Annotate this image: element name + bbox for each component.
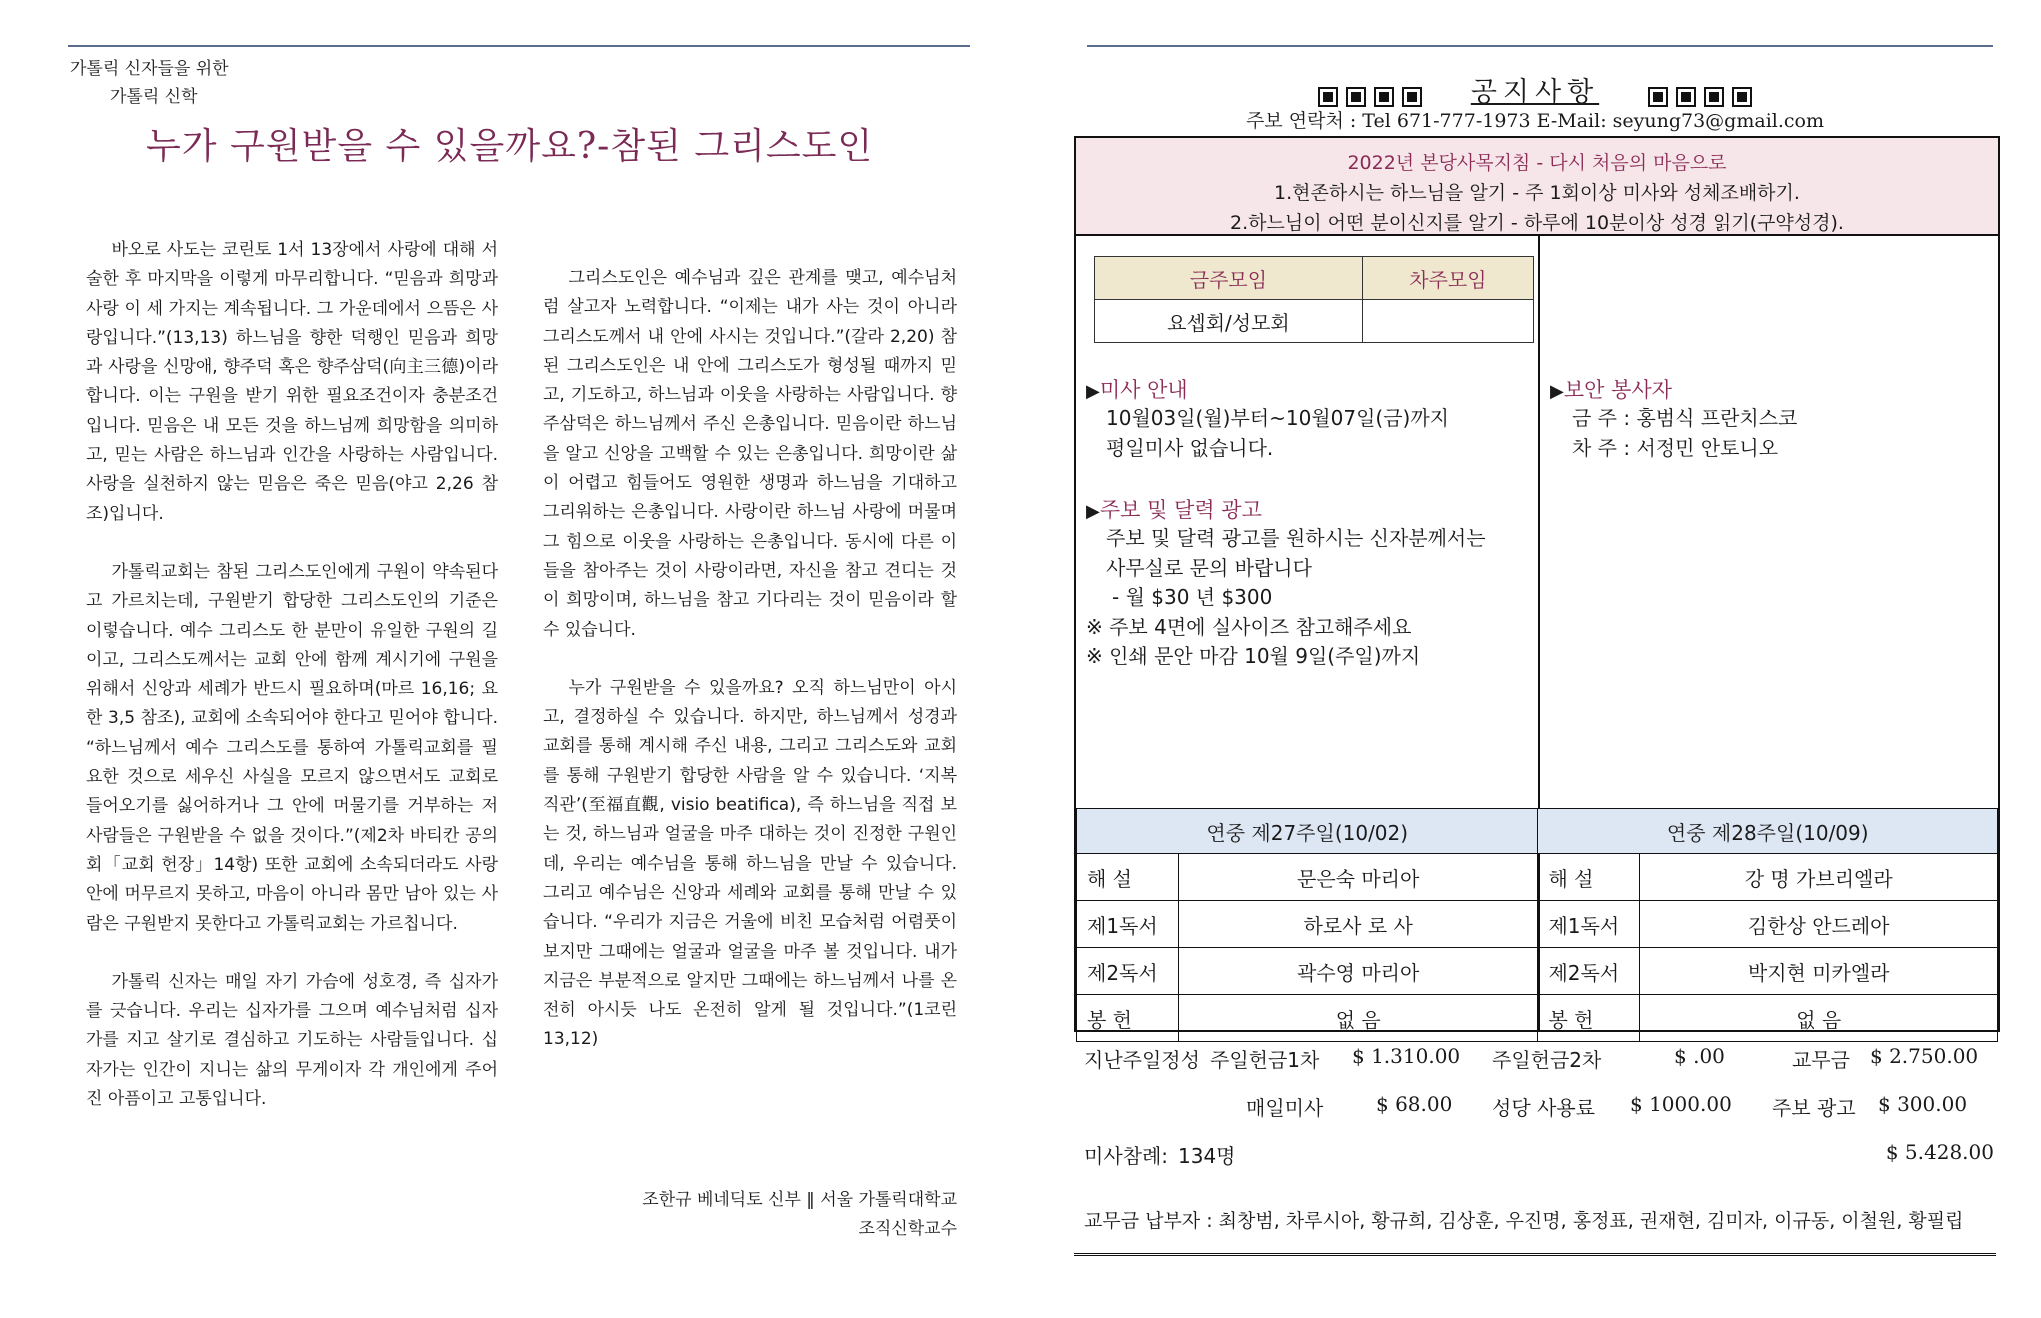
mass-line: 10월03일(월)부터~10월07일(금)까지 — [1106, 406, 1449, 430]
finance-total: $ 5.428.00 — [1885, 1140, 1994, 1164]
ads-line: - 월 $30 년 $300 — [1112, 585, 1273, 609]
motto-line-2: 2.하느님이 어떤 분이신지를 알기 - 하루에 10분이상 성경 읽기(구약성경). — [1230, 212, 1844, 234]
bottom-rule — [1074, 1253, 1996, 1256]
notice-header — [1074, 70, 1996, 109]
article-paragraph: 누가 구원받을 수 있을까요? 오직 하느님만이 아시고, 결정하실 수 있습니다. 하지만, 하느님께서 성경과 교회를 통해 계시해 주신 내용, 그리고 그리스도와 교회를 통해 구원받기 합당한 사람을 알 수 있습니다. ‘지복직관’(至福直觀, visio beatifica), 즉 하느님을 직접 보는 것, 하느님과 얼굴을 마주 대하는 것이 진정한 구원인데, 우리는 예수님을 통해 하느님을 만날 수 있습니다. 그리고 예수님은 신앙과 세례와 교회를 통해 만날 수 있습니다. “우리가 지금은 거울에 비친 모습처럼 어렴풋이 보지만 그때에는 얼굴과 얼굴을 마주 볼 것입니다. 내가 지금은 부분적으로 알지만 그때에는 하느님께서 나를 온전히 아시듯 나도 온전히 알게 될 것입니다.”(1코린 13,12) — [543, 677, 957, 1050]
triangle-right-icon: ▶ — [1550, 381, 1564, 402]
security-next-label: 차 주 — [1572, 435, 1617, 460]
security-volunteers — [1572, 404, 1797, 463]
notice-title: 공지사항 — [1470, 77, 1600, 108]
security-this-label: 금 주 — [1572, 406, 1617, 430]
attendance-value: 134명 — [1178, 1144, 1236, 1168]
motto-title: 2022년 본당사목지침 - 다시 처음의 마음으로 — [1347, 152, 1727, 174]
donors-list: 최창범, 차루시아, 황규희, 김상훈, 우진명, 홍정표, 권재현, 김미자, 이규동, 이철원, 황필립 — [1218, 1210, 1964, 1232]
square-icon — [1346, 87, 1366, 107]
finance-label: 지난주일정성 — [1084, 1048, 1200, 1072]
right-top-rule — [1087, 45, 1993, 47]
square-icon — [1402, 87, 1422, 107]
roster-role: 봉 헌 — [1538, 995, 1640, 1042]
roster-name: 문은숙 마리아 — [1178, 854, 1538, 901]
liturgy-roster — [1076, 808, 1998, 1042]
square-icon — [1732, 87, 1752, 107]
article-paragraph: 가톨릭 신자는 매일 자기 가슴에 성호경, 즉 십자가를 긋습니다. 우리는 십자가를 그으며 예수님처럼 십자가를 지고 살기로 결심하고 기도하는 사람들입니다. 십자가는 인간이 지니는 삶의 무게이자 각 개인에게 주어진 아픔이고 고통입니다. — [86, 971, 498, 1110]
table-row — [1077, 854, 1998, 901]
donors-row — [1084, 1206, 1994, 1233]
square-icon — [1318, 87, 1338, 107]
table-row — [1077, 948, 1998, 995]
daily-missal-value: $ 68.00 — [1376, 1092, 1453, 1116]
parish-motto — [1076, 138, 1998, 236]
mass-line: 평일미사 없습니다. — [1106, 435, 1274, 460]
roster-role: 해 설 — [1077, 854, 1179, 901]
triangle-right-icon: ▶ — [1086, 501, 1100, 522]
attendance-label: 미사참례: — [1084, 1144, 1169, 1168]
left-top-rule — [68, 45, 970, 47]
roster-name: 곽수영 마리아 — [1178, 948, 1538, 995]
dues-label: 교무금 — [1792, 1048, 1850, 1072]
sunday-collection-1-value: $ 1.310.00 — [1352, 1044, 1461, 1068]
kicker-line-2: 가톨릭 신학 — [110, 87, 198, 107]
square-ornament-left — [1314, 86, 1431, 105]
roster-name: 김한상 안드레아 — [1640, 901, 1998, 948]
ads-info — [1086, 524, 1486, 672]
donors-label: 교무금 납부자 : — [1084, 1210, 1213, 1232]
roster-name: 없 음 — [1640, 995, 1998, 1042]
hall-fee-value: $ 1000.00 — [1630, 1092, 1732, 1116]
finance-row-2 — [1084, 1092, 1994, 1118]
roster-week-2: 연중 제28주일(10/09) — [1538, 809, 1998, 854]
motto-line-1: 1.현존하시는 하느님을 알기 - 주 1회이상 미사와 성체조배하기. — [1274, 182, 1800, 204]
triangle-right-icon: ▶ — [1086, 381, 1100, 402]
roster-role: 제2독서 — [1538, 948, 1640, 995]
roster-name: 없 음 — [1178, 995, 1538, 1042]
ads-heading: ▶주보 및 달력 광고 — [1086, 498, 1262, 522]
mass-heading: ▶미사 안내 — [1086, 378, 1188, 402]
table-row — [1077, 901, 1998, 948]
sunday-collection-1-label: 주일헌금1차 — [1210, 1048, 1320, 1072]
sunday-collection-2-label: 주일헌금2차 — [1492, 1048, 1602, 1072]
article-paragraph: 가톨릭교회는 참된 그리스도인에게 구원이 약속된다고 가르치는데, 구원받기 합당한 그리스도인의 기준은 이렇습니다. 예수 그리스도 한 분만이 유일한 구원의 길이고, 그리스도께서는 교회 안에 함께 계시기에 구원을 위해서 신앙과 세례가 반드시 필요하며(마르 16,16; 요한 3,5 참조), 교회에 소속되어야 한다고 믿어야 합니다. “하느님께서 예수 그리스도를 통하여 가톨릭교회를 필요한 것으로 세우신 사실을 모르지 않으면서도 교회로 들어오기를 싫어하거나 그 안에 머물기를 거부하는 저 사람들은 구원받을 수 없을 것이다.”(제2차 바티칸 공의회「교회 헌장」14항) 또한 교회에 소속되더라도 사랑 안에 머무르지 못하고, 마음이 아니라 몸만 남아 있는 사람은 구원받지 못한다고 가톨릭교회는 가르칩니다. — [86, 561, 498, 934]
roster-role: 제1독서 — [1538, 901, 1640, 948]
daily-missal-label: 매일미사 — [1246, 1096, 1324, 1120]
dues-value: $ 2.750.00 — [1870, 1044, 1979, 1068]
table-row — [1077, 995, 1998, 1042]
roster-role: 해 설 — [1538, 854, 1640, 901]
square-icon — [1704, 87, 1724, 107]
roster-week-1: 연중 제27주일(10/02) — [1077, 809, 1538, 854]
finance-row-3 — [1084, 1140, 1994, 1166]
author-line-2: 조직신학교수 — [858, 1219, 957, 1239]
mass-info — [1106, 404, 1449, 463]
security-next-name: : 서정민 안토니오 — [1623, 435, 1779, 460]
article-column-2 — [543, 264, 957, 1084]
bulletin-ad-value: $ 300.00 — [1878, 1092, 1968, 1116]
ads-line: 사무실로 문의 바랍니다 — [1106, 555, 1312, 580]
bulletin-ad-label: 주보 광고 — [1772, 1096, 1856, 1120]
square-icon — [1676, 87, 1696, 107]
square-icon — [1374, 87, 1394, 107]
meeting-next-week — [1362, 300, 1533, 343]
sunday-collection-2-value: $ .00 — [1674, 1044, 1725, 1068]
meeting-table — [1094, 256, 1534, 343]
meeting-this-week: 요셉회/성모회 — [1095, 300, 1363, 343]
finance-row-1 — [1084, 1044, 1994, 1073]
roster-role: 제1독서 — [1077, 901, 1179, 948]
ads-line: 주보 및 달력 광고를 원하시는 신자분께서는 — [1106, 526, 1486, 550]
meeting-head-next-week: 차주모임 — [1362, 257, 1533, 300]
article-paragraph: 그리스도인은 예수님과 깊은 관계를 맺고, 예수님처럼 살고자 노력합니다. “이제는 내가 사는 것이 아니라 그리스도께서 내 안에 사시는 것입니다.”(갈라 2,20) 참된 그리스도인은 내 안에 그리스도가 형성될 때까지 믿고, 기도하고, 하느님과 이웃을 사랑하는 사람입니다. 향주삼덕은 하느님께서 주신 은총입니다. 믿음이란 하느님을 알고 신앙을 고백할 수 있는 은총입니다. 희망이란 삶이 어렵고 힘들어도 영원한 생명과 하느님을 기대하고 그리워하는 은총입니다. 사랑이란 하느님 사랑에 머물며 그 힘으로 이웃을 사랑하는 은총입니다. 동시에 다른 이들을 참아주는 것이 사랑이라면, 자신을 참고 견디는 것이 희망이며, 하느님을 참고 기다리는 것이 믿음이라 할 수 있습니다. — [543, 268, 957, 640]
security-heading: ▶보안 봉사자 — [1550, 378, 1672, 402]
meeting-head-this-week: 금주모임 — [1095, 257, 1363, 300]
article-title: 누가 구원받을 수 있을까요?-참된 그리스도인 — [146, 126, 874, 167]
article-column-1 — [86, 236, 498, 1143]
roster-role: 제2독서 — [1077, 948, 1179, 995]
article-paragraph: 바오로 사도는 코린토 1서 13장에서 사랑에 대해 서술한 후 마지막을 이렇게 마무리합니다. “믿음과 희망과 사랑 이 세 가지는 계속됩니다. 그 가운데에서 으뜸은 사랑입니다.”(13,13) 하느님을 향한 덕행인 믿음과 희망과 사랑을 신망애, 향주덕 혹은 향주삼덕(向主三德)이라 합니다. 이는 구원을 받기 위한 필요조건이자 충분조건입니다. 믿음은 내 모든 것을 하느님께 희망함을 의미하고, 믿는 사람은 하느님과 인간을 사랑하는 사람입니다. 사랑을 실천하지 않는 믿음은 죽은 믿음(야고 2,26 참조)입니다. — [86, 240, 498, 524]
notice-box — [1074, 136, 2000, 1032]
security-this-name: : 홍범식 프란치스코 — [1623, 406, 1798, 430]
ads-line: ※ 주보 4면에 실사이즈 참고해주세요 — [1086, 614, 1412, 639]
square-icon — [1648, 87, 1668, 107]
contact-line: 주보 연락처 : Tel 671-777-1973 E-Mail: seyung73@gmail.com — [1246, 110, 1824, 132]
author-byline — [543, 1186, 957, 1244]
roster-role: 봉 헌 — [1077, 995, 1179, 1042]
square-ornament-right — [1644, 86, 1756, 105]
roster-name: 하로사 로 사 — [1178, 901, 1538, 948]
kicker-line-1: 가톨릭 신자들을 위한 — [70, 59, 229, 79]
ads-line: ※ 인쇄 문안 마감 10월 9일(주일)까지 — [1086, 644, 1421, 668]
roster-name: 강 명 가브리엘라 — [1640, 854, 1998, 901]
author-line-1: 조한규 베네딕토 신부 ‖ 서울 가톨릭대학교 — [642, 1190, 957, 1210]
roster-name: 박지현 미카엘라 — [1640, 948, 1998, 995]
hall-fee-label: 성당 사용료 — [1492, 1096, 1595, 1120]
